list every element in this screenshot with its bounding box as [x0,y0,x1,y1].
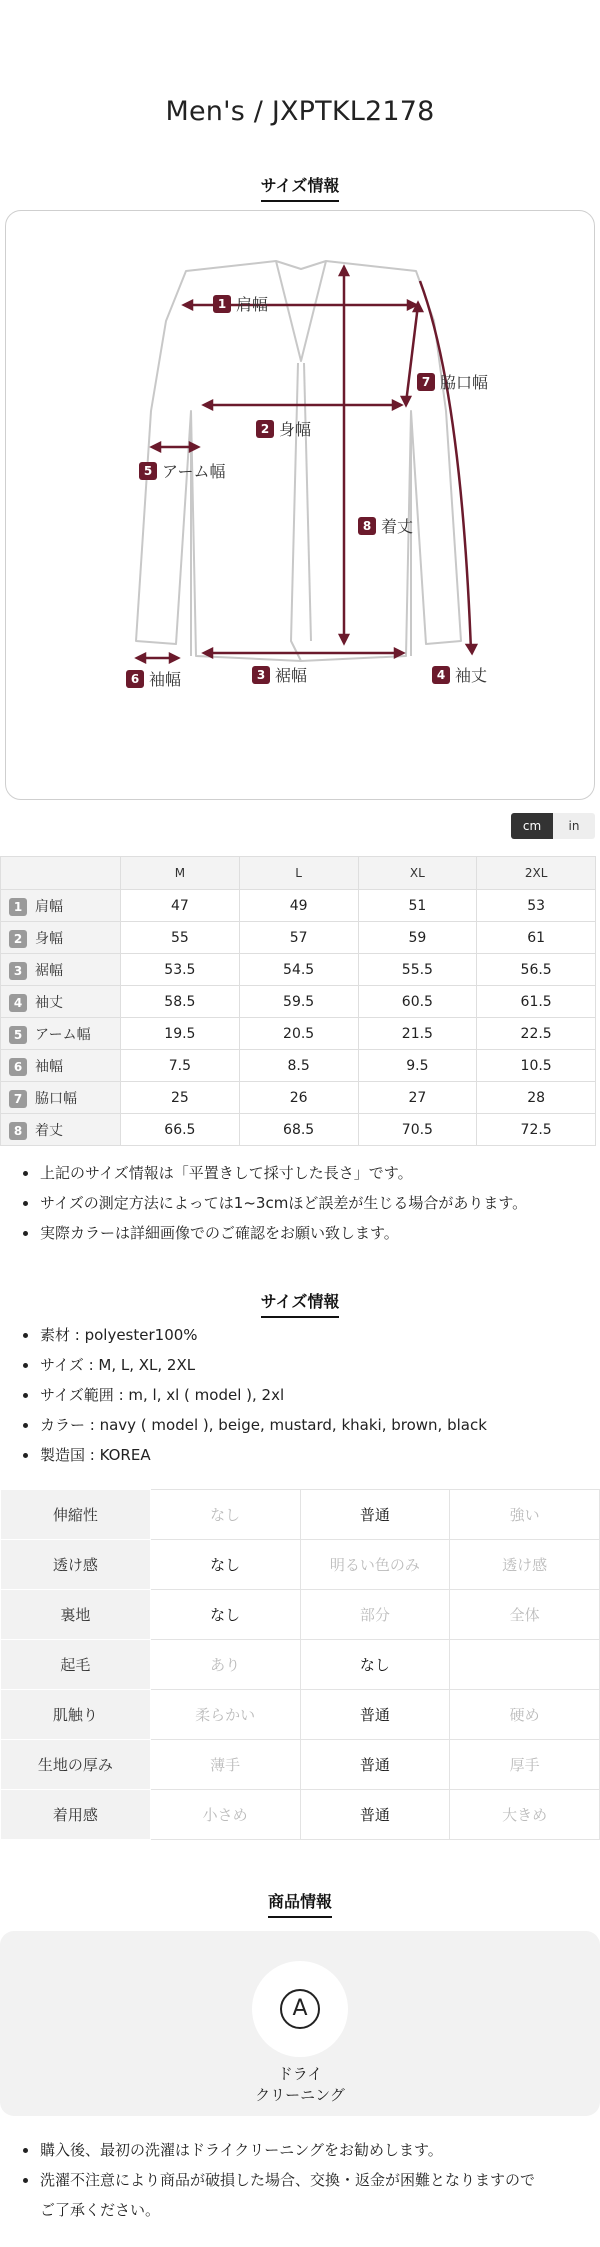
table-cell: 58.5 [121,986,240,1018]
diagram-label-cuff: 6 袖幅 [126,667,181,690]
diagram-label-hem: 3 裾幅 [252,663,307,686]
row-header: 4 袖丈 [1,986,121,1018]
table-cell: 20.5 [239,1018,358,1050]
table-row [1,890,596,922]
property-option: 強い [450,1490,600,1540]
list-item: サイズ範囲 : m, l, xl ( model ), 2xl [40,1380,580,1410]
list-item: 購入後、最初の洗濯はドライクリーニングをお勧めします。 [40,2135,580,2165]
table-cell: 47 [121,890,240,922]
table-cell: 49 [239,890,358,922]
list-item: 上記のサイズ情報は「平置きして採寸した長さ」です。 [40,1158,580,1188]
diagram-label-length: 8 着丈 [358,514,413,537]
list-item: サイズ : M, L, XL, 2XL [40,1350,580,1380]
property-option: 薄手 [150,1740,300,1790]
row-header: 8 着丈 [1,1114,121,1146]
table-row [1,922,596,954]
table-cell: 22.5 [477,1018,596,1050]
table-cell: 59 [358,922,477,954]
property-option: 柔らかい [150,1690,300,1740]
column-header: L [239,857,358,890]
size-diagram [5,210,595,800]
property-option: 小さめ [150,1790,300,1840]
care-info-box [0,1931,600,2116]
property-option: 透け感 [450,1540,600,1590]
table-cell: 66.5 [121,1114,240,1146]
diagram-label-shoulder: 1 肩幅 [213,292,268,315]
table-cell: 53 [477,890,596,922]
table-cell: 56.5 [477,954,596,986]
care-label: ドライ クリーニング [255,2065,345,2104]
row-header: 7 脇口幅 [1,1082,121,1114]
table-cell: 27 [358,1082,477,1114]
table-row [1,1114,596,1146]
table-cell: 61.5 [477,986,596,1018]
property-option: 部分 [300,1590,450,1640]
table-cell: 26 [239,1082,358,1114]
row-header: 1 肩幅 [1,890,121,922]
dry-clean-icon: A [280,1989,320,2029]
property-option: 大きめ [450,1790,600,1840]
table-cell: 8.5 [239,1050,358,1082]
row-header: 2 身幅 [1,922,121,954]
row-header: 3 裾幅 [1,954,121,986]
property-option: 普通 [300,1740,450,1790]
list-item: サイズの測定方法によっては1~3cmほど誤差が生じる場合があります。 [40,1188,580,1218]
unit-cm-button[interactable]: cm [511,813,553,839]
table-cell: 9.5 [358,1050,477,1082]
spec-list [40,1320,580,1470]
care-notes-list [40,2135,580,2225]
table-cell: 55.5 [358,954,477,986]
table-cell: 72.5 [477,1114,596,1146]
column-header: 2XL [477,857,596,890]
product-title: Men's / JXPTKL2178 [165,96,435,127]
property-label: 起毛 [1,1640,151,1690]
table-cell: 28 [477,1082,596,1114]
table-header-row [1,857,596,890]
table-cell: 10.5 [477,1050,596,1082]
property-option: なし [150,1490,300,1540]
diagram-label-armhole: 7 脇口幅 [417,370,488,393]
table-cell: 70.5 [358,1114,477,1146]
table-cell: 57 [239,922,358,954]
property-label: 透け感 [1,1540,151,1590]
property-option: なし [150,1540,300,1590]
property-option: なし [300,1640,450,1690]
property-row [1,1590,600,1640]
property-row [1,1690,600,1740]
table-cell: 59.5 [239,986,358,1018]
table-cell: 68.5 [239,1114,358,1146]
diagram-label-chest: 2 身幅 [256,417,311,440]
property-row [1,1640,600,1690]
list-item: 実際カラーは詳細画像でのご確認をお願い致します。 [40,1218,580,1248]
property-option: 厚手 [450,1740,600,1790]
property-label: 伸縮性 [1,1490,151,1540]
table-cell: 19.5 [121,1018,240,1050]
unit-in-button[interactable]: in [553,813,595,839]
row-header: 6 袖幅 [1,1050,121,1082]
table-cell: 60.5 [358,986,477,1018]
list-item: 素材 : polyester100% [40,1320,580,1350]
property-row [1,1490,600,1540]
property-option [450,1640,600,1690]
property-label: 着用感 [1,1790,151,1840]
unit-toggle[interactable] [511,813,595,839]
care-symbol-circle [252,1961,348,2057]
list-item: カラー : navy ( model ), beige, mustard, khaki, brown, black [40,1410,580,1440]
table-row [1,986,596,1018]
spec-section-heading: サイズ情報 [0,1289,600,1318]
property-option: 普通 [300,1690,450,1740]
table-cell: 25 [121,1082,240,1114]
property-option: 普通 [300,1490,450,1540]
table-cell: 7.5 [121,1050,240,1082]
property-label: 裏地 [1,1590,151,1640]
table-row [1,954,596,986]
list-item: 洗濯不注意により商品が破損した場合、交換・返金が困難となりますので [40,2165,580,2195]
property-option: 硬め [450,1690,600,1740]
size-table [0,856,596,1146]
diagram-label-arm-width: 5 アーム幅 [139,459,226,482]
fabric-properties-table [0,1489,600,1840]
table-row [1,1082,596,1114]
table-corner [1,857,121,890]
table-row [1,1050,596,1082]
column-header: XL [358,857,477,890]
size-notes-list [40,1158,580,1248]
table-cell: 21.5 [358,1018,477,1050]
table-cell: 61 [477,922,596,954]
table-cell: 54.5 [239,954,358,986]
property-option: なし [150,1590,300,1640]
property-label: 生地の厚み [1,1740,151,1790]
property-option: 普通 [300,1790,450,1840]
table-cell: 51 [358,890,477,922]
property-option: あり [150,1640,300,1690]
list-item-continuation: ご了承ください。 [40,2201,161,2219]
property-row [1,1540,600,1590]
table-row [1,1018,596,1050]
row-header: 5 アーム幅 [1,1018,121,1050]
table-cell: 55 [121,922,240,954]
diagram-label-sleeve: 4 袖丈 [432,663,487,686]
property-option: 全体 [450,1590,600,1640]
property-label: 肌触り [1,1690,151,1740]
cardigan-outline-diagram [6,211,596,801]
care-section-heading: 商品情報 [0,1889,600,1918]
property-row [1,1790,600,1840]
property-row [1,1740,600,1790]
property-option: 明るい色のみ [300,1540,450,1590]
list-item: 製造国 : KOREA [40,1440,580,1470]
table-cell: 53.5 [121,954,240,986]
size-section-heading: サイズ情報 [0,173,600,202]
column-header: M [121,857,240,890]
